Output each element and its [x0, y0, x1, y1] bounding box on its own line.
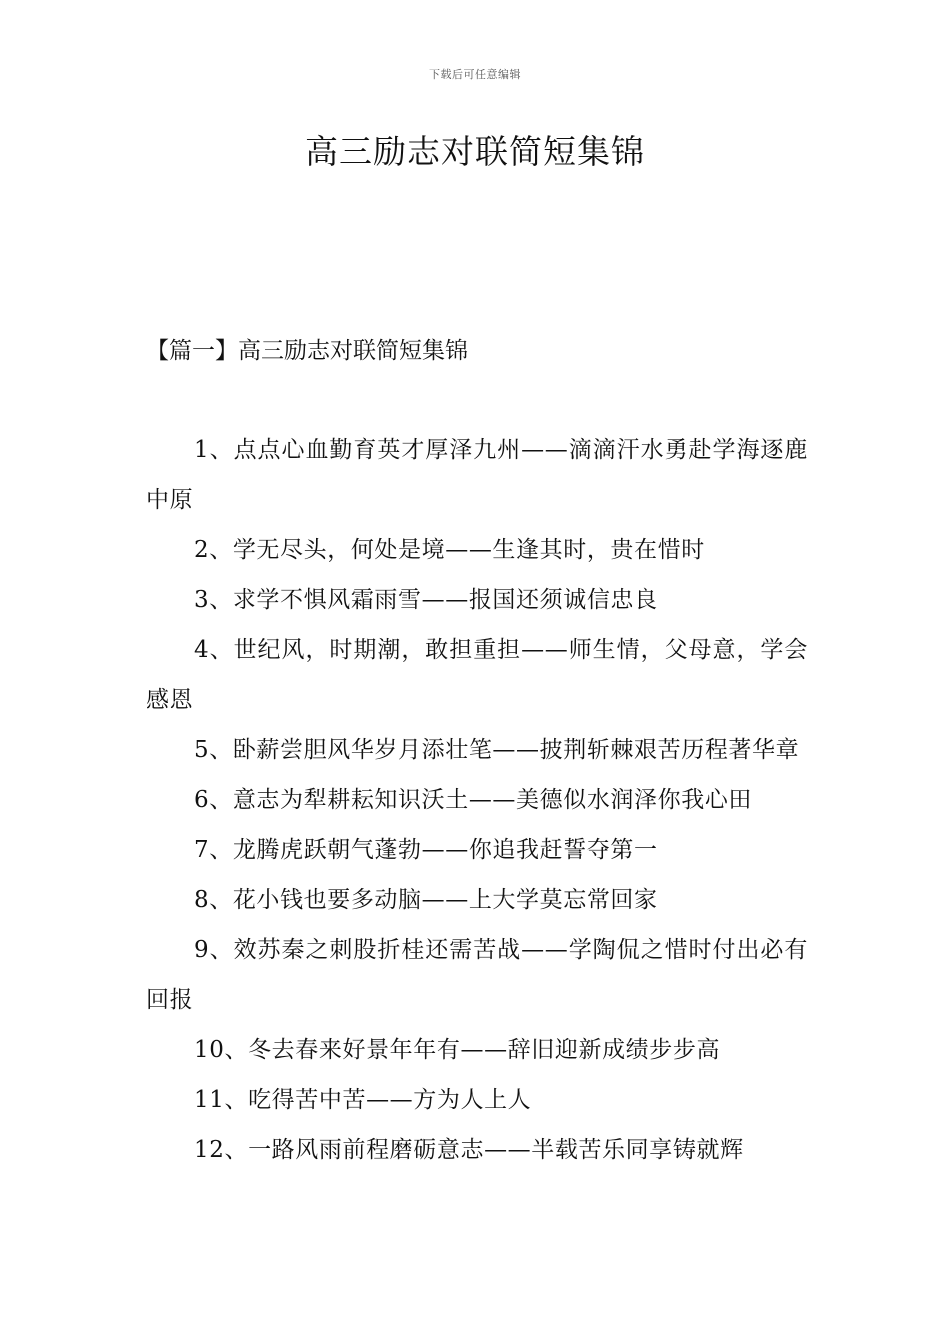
couplet-item: 8、花小钱也要多动脑——上大学莫忘常回家 — [194, 887, 658, 913]
couplet-item: 12、一路风雨前程磨砺意志——半载苦乐同享铸就辉 — [194, 1137, 744, 1163]
couplet-list — [146, 425, 808, 1175]
couplet-item: 1、点点心血勤育英才厚泽九州——滴滴汗水勇赴学海逐鹿中原 — [146, 437, 808, 513]
couplet-item: 9、效苏秦之刺股折桂还需苦战——学陶侃之惜时付出必有回报 — [146, 937, 808, 1013]
couplet-item: 2、学无尽头，何处是境——生逢其时，贵在惜时 — [194, 537, 705, 563]
couplet-item: 3、求学不惧风霜雨雪——报国还须诚信忠良 — [194, 587, 658, 613]
document-title: 高三励志对联简短集锦 — [305, 132, 645, 171]
couplet-item: 5、卧薪尝胆风华岁月添壮笔——披荆斩棘艰苦历程著华章 — [194, 737, 800, 763]
couplet-item: 6、意志为犁耕耘知识沃土——美德似水润泽你我心田 — [194, 787, 753, 813]
couplet-item: 10、冬去春来好景年年有——辞旧迎新成绩步步高 — [194, 1037, 721, 1063]
section-heading: 【篇一】高三励志对联简短集锦 — [146, 338, 468, 364]
couplet-item: 4、世纪风，时期潮，敢担重担——师生情，父母意，学会感恩 — [146, 637, 808, 713]
couplet-item: 7、龙腾虎跃朝气蓬勃——你追我赶誓夺第一 — [194, 837, 658, 863]
couplet-item: 11、吃得苦中苦——方为人上人 — [194, 1087, 532, 1113]
header-note: 下载后可任意编辑 — [429, 68, 521, 81]
